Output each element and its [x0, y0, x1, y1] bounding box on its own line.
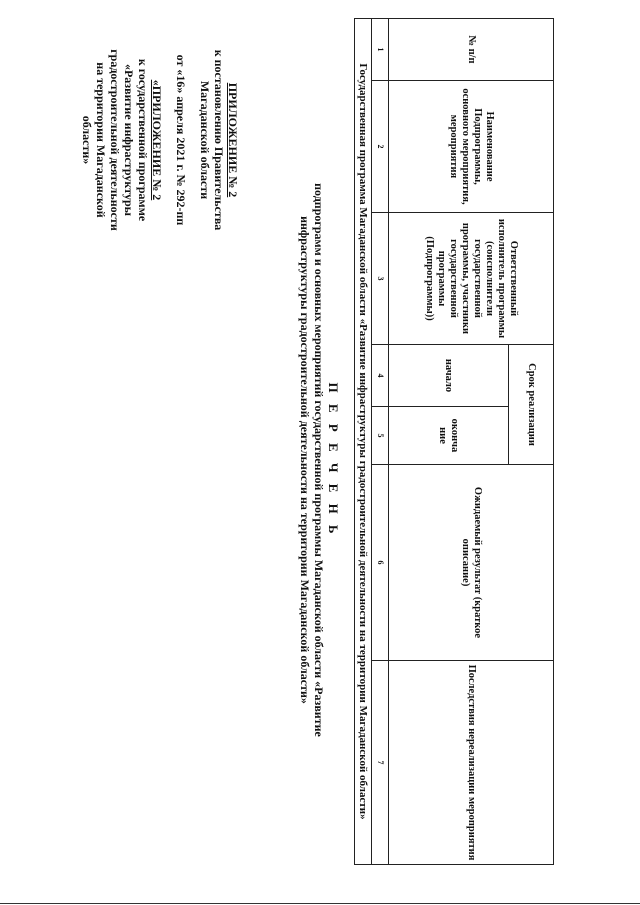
column-number: 5 [372, 407, 389, 465]
header-period: Срок реализации [509, 345, 554, 465]
document-heading [298, 180, 340, 740]
appendix-line: градостроительной деятельности [108, 49, 122, 231]
bottom-rule [0, 903, 640, 904]
approval-line: Магаданской области [198, 80, 212, 200]
heading-subtitle: инфраструктуры градостроительной деятельности на территории Магаданской области» [298, 216, 312, 704]
header-consequences: Последствия нереализации мероприятия [389, 661, 554, 865]
program-row-text: Государственная программа Магаданской области «Развитие инфраструктуры градостроительной деятельности на территории Магаданской области» [355, 19, 372, 865]
appendix-title: «ПРИЛОЖЕНИЕ № 2 [150, 79, 164, 201]
header-name: Наименование Подпрограммы, основного мероприятия, мероприятия [389, 81, 554, 213]
header-result: Ожидаемый результат (краткое описание) [389, 465, 554, 661]
column-number: 1 [372, 19, 389, 81]
header-start: начало [389, 345, 509, 407]
header-executor: Ответственный исполнитель программы (соисполнители государственной программы, участники государственной программы (Подпрограммы)) [389, 213, 554, 345]
approval-block [80, 30, 240, 250]
column-number: 4 [372, 345, 389, 407]
appendix-line: к государственной программе [136, 58, 150, 222]
approval-line: к постановлению Правительства [212, 49, 226, 231]
column-number: 6 [372, 465, 389, 661]
column-number: 3 [372, 213, 389, 345]
appendix-line: «Развитие инфраструктуры [122, 63, 136, 217]
column-number: 7 [372, 661, 389, 865]
appendix-line: на территории Магаданской [94, 62, 108, 218]
approval-date: от «16» апреля 2021 г. № 292-пп [174, 54, 188, 226]
appendix-line: области» [80, 115, 94, 165]
heading-title: П Е Р Е Ч Е Н Ь [326, 382, 341, 538]
header-end: оконча ние [389, 407, 509, 465]
approval-title: ПРИЛОЖЕНИЕ № 2 [226, 82, 240, 198]
header-num: № п/п [389, 19, 554, 81]
heading-subtitle: подпрограмм и основных мероприятий государственной программы Магаданской области «Развитие [312, 183, 326, 737]
column-number: 2 [372, 81, 389, 213]
